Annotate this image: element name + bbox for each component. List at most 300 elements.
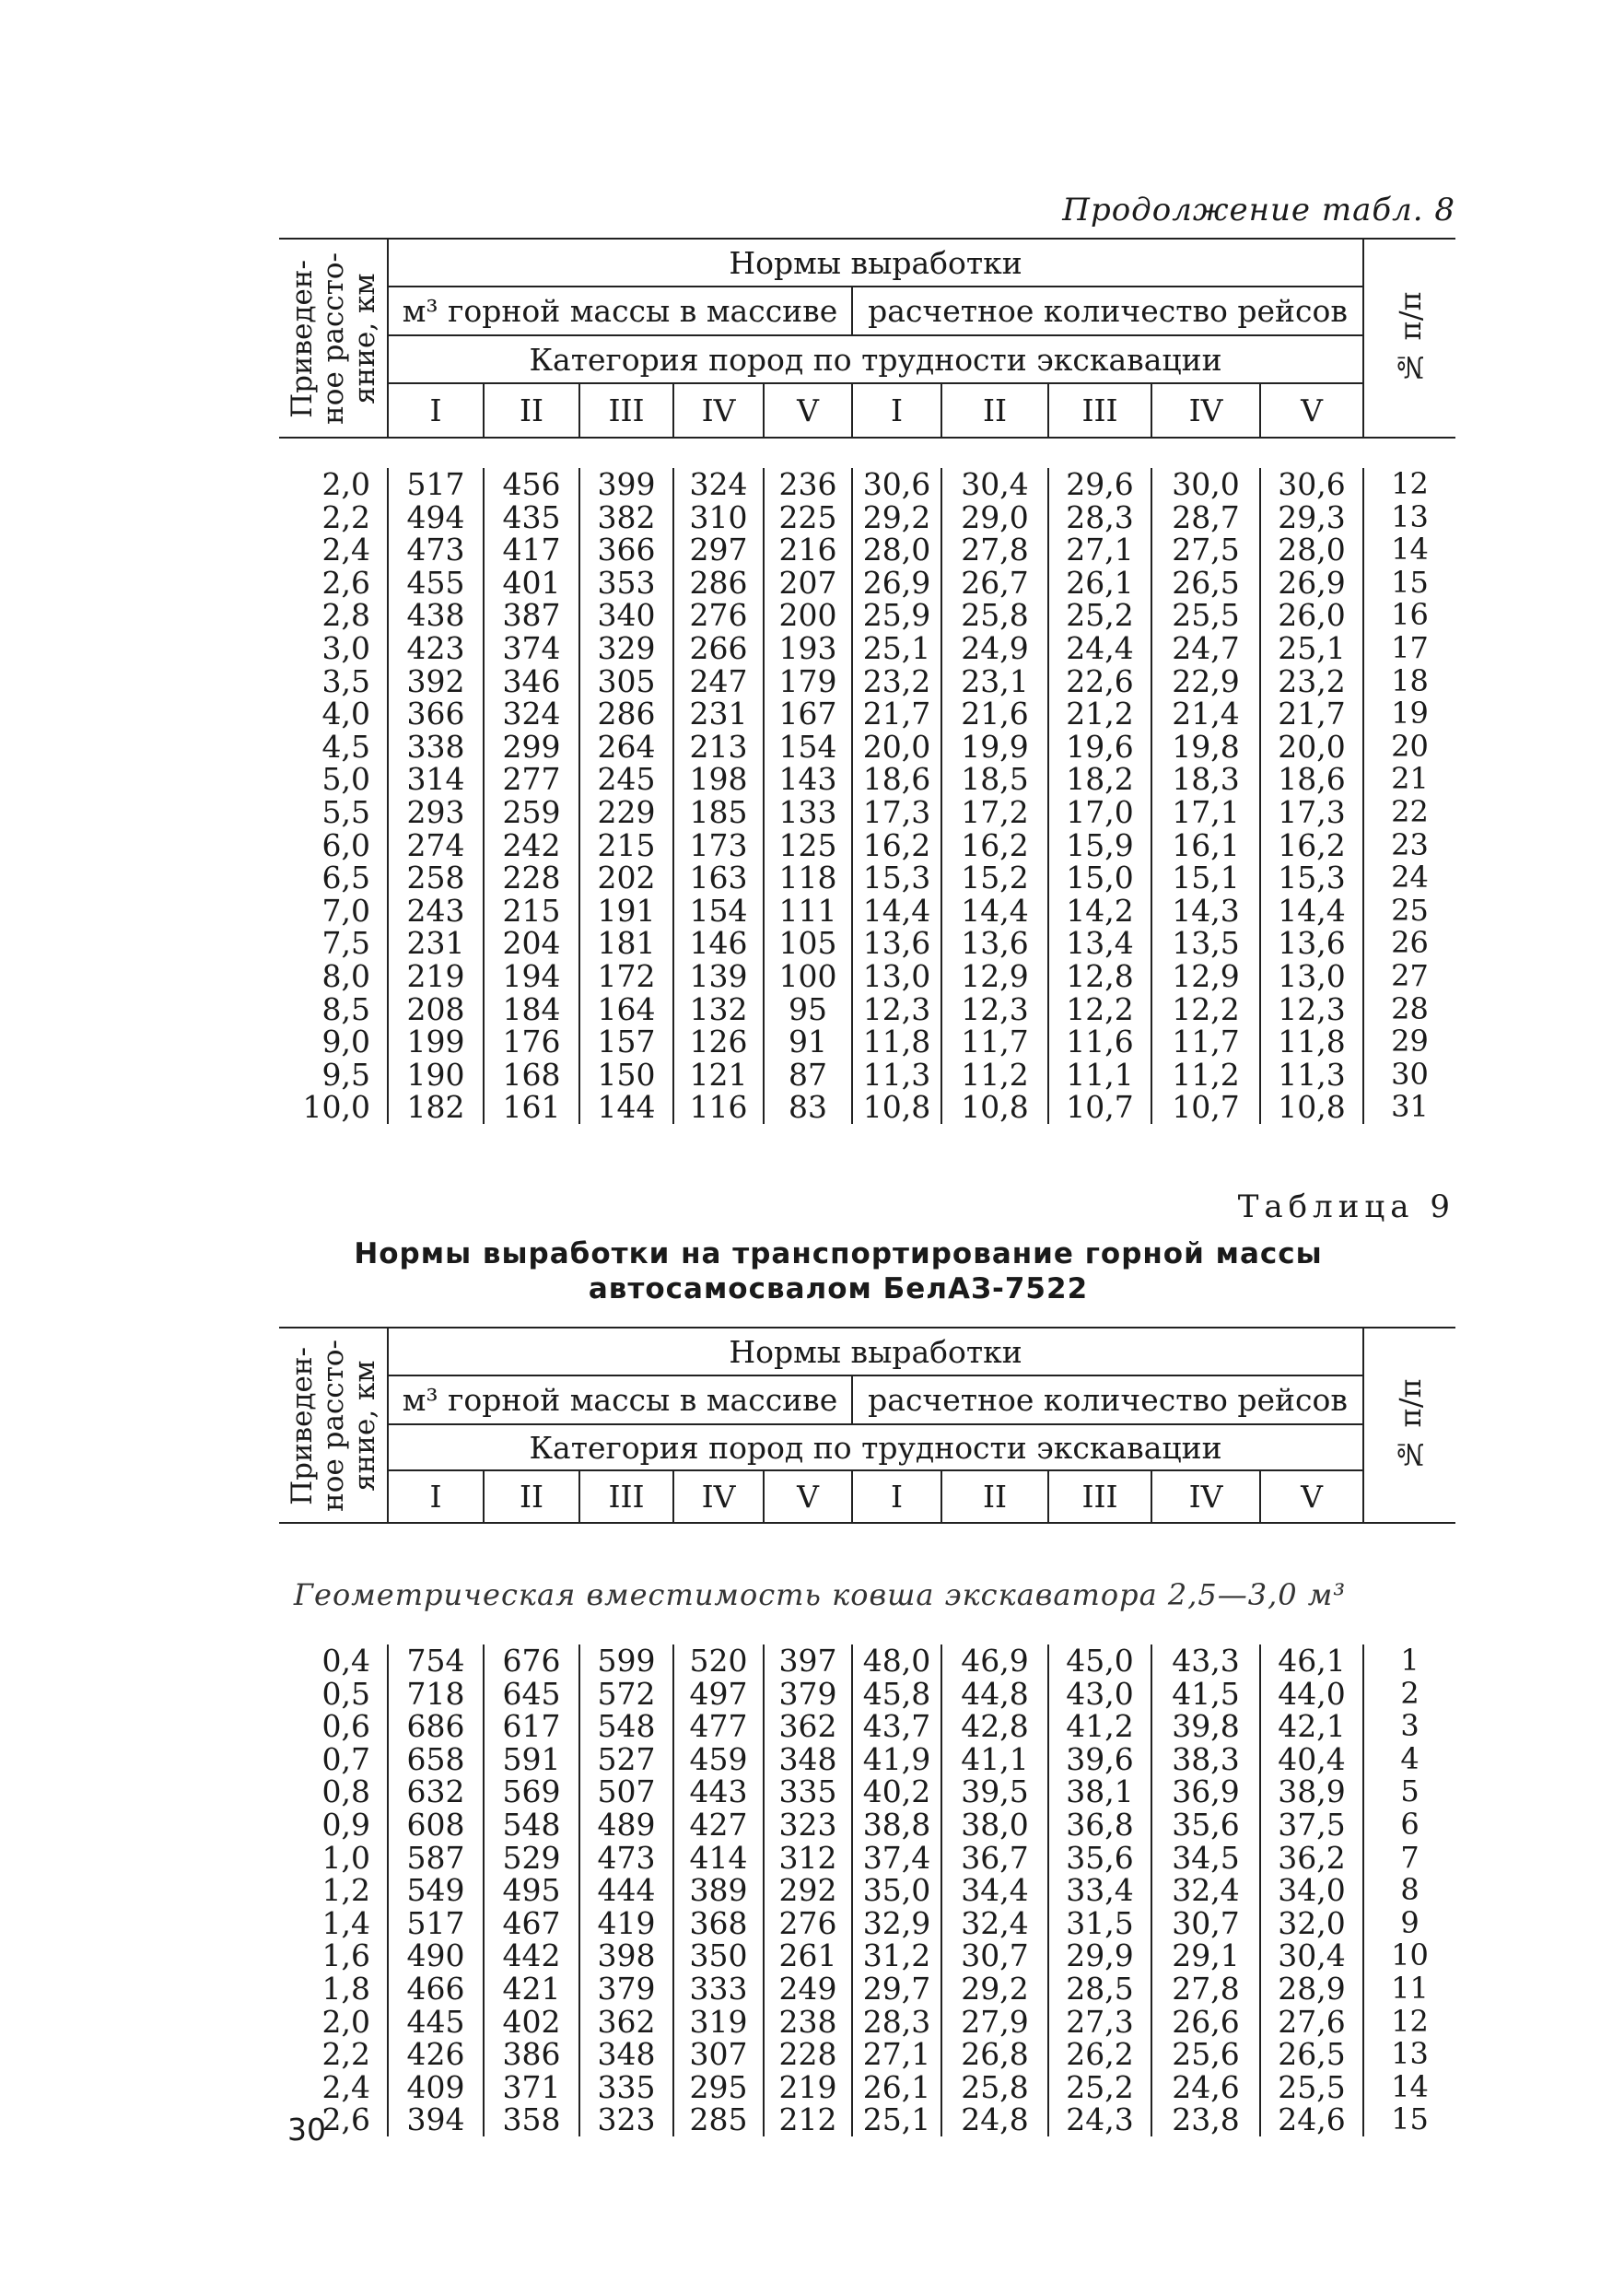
distance-cell: 0,7 [321, 1740, 370, 1777]
value-cell: 371 [484, 2071, 579, 2104]
value-cell: 26,9 [852, 567, 941, 600]
value-cell: 139 [673, 960, 764, 993]
value-cell: 17,3 [1260, 796, 1363, 829]
value-cell: 17,0 [1048, 796, 1151, 829]
value-cell: 27,6 [1260, 2006, 1363, 2039]
value-cell: 182 [388, 1091, 484, 1124]
value-cell: 435 [484, 501, 579, 534]
distance-cell: 2,4 [321, 2068, 370, 2105]
value-cell: 11,8 [852, 1025, 941, 1059]
value-cell: 190 [388, 1059, 484, 1092]
value-cell: 427 [673, 1808, 764, 1842]
distance-cell: 1,0 [321, 1839, 370, 1876]
table-row [279, 895, 1455, 928]
continuation-title: Продолжение табл. 8 [1062, 192, 1455, 228]
table-row [279, 533, 1455, 567]
value-cell: 193 [764, 632, 852, 665]
value-cell: 31,5 [1048, 1907, 1151, 1940]
value-cell: 87 [764, 1059, 852, 1092]
value-cell: 43,0 [1048, 1678, 1151, 1711]
value-cell: 30,7 [941, 1939, 1048, 1972]
table-row [279, 567, 1455, 600]
value-cell: 25,2 [1048, 599, 1151, 632]
table-row [279, 1842, 1455, 1875]
value-cell: 572 [579, 1678, 673, 1711]
value-cell: 17,2 [941, 796, 1048, 829]
value-cell: 490 [388, 1939, 484, 1972]
table-row [279, 1644, 1455, 1678]
value-cell: 12,3 [852, 993, 941, 1026]
table-row [279, 1743, 1455, 1776]
table-row [279, 2071, 1455, 2104]
value-cell: 286 [579, 697, 673, 731]
value-cell: 548 [484, 1808, 579, 1842]
value-cell: 419 [579, 1907, 673, 1940]
value-cell: 333 [673, 1972, 764, 2006]
value-cell: 517 [388, 1907, 484, 1940]
distance-cell: 7,5 [321, 925, 370, 962]
value-cell: 658 [388, 1743, 484, 1776]
value-cell: 18,2 [1048, 763, 1151, 796]
value-cell: 25,8 [941, 599, 1048, 632]
value-cell: 91 [764, 1025, 852, 1059]
category-header: I [388, 383, 484, 438]
value-cell: 28,3 [852, 2006, 941, 2039]
value-cell: 28,9 [1260, 1972, 1363, 2006]
value-cell: 25,9 [852, 599, 941, 632]
row-number-cell: 21 [1363, 763, 1455, 796]
value-cell: 35,6 [1048, 1842, 1151, 1875]
value-cell: 15,3 [852, 861, 941, 895]
row-number-cell: 12 [1363, 2006, 1455, 2039]
value-cell: 286 [673, 567, 764, 600]
category-header: III [579, 383, 673, 438]
value-cell: 21,2 [1048, 697, 1151, 731]
row-number-cell: 31 [1363, 1091, 1455, 1124]
value-cell: 37,4 [852, 1842, 941, 1875]
value-cell: 477 [673, 1710, 764, 1743]
value-cell: 591 [484, 1743, 579, 1776]
distance-cell: 4,0 [321, 696, 370, 732]
distance-cell: 2,2 [321, 2036, 370, 2073]
value-cell: 16,2 [852, 829, 941, 862]
value-cell: 125 [764, 829, 852, 862]
value-cell: 305 [579, 665, 673, 698]
row-number-cell: 26 [1363, 927, 1455, 960]
value-cell: 17,1 [1151, 796, 1260, 829]
value-cell: 25,1 [1260, 632, 1363, 665]
distance-cell: 4,5 [321, 728, 370, 765]
value-cell: 172 [579, 960, 673, 993]
value-cell: 39,6 [1048, 1743, 1151, 1776]
value-cell: 11,3 [1260, 1059, 1363, 1092]
value-cell: 111 [764, 895, 852, 928]
value-cell: 495 [484, 1874, 579, 1907]
value-cell: 754 [388, 1644, 484, 1678]
row-number-cell: 13 [1363, 501, 1455, 534]
value-cell: 312 [764, 1842, 852, 1875]
value-cell: 43,3 [1151, 1644, 1260, 1678]
value-cell: 181 [579, 927, 673, 960]
value-cell: 13,6 [1260, 927, 1363, 960]
value-cell: 264 [579, 731, 673, 764]
value-cell: 25,1 [852, 2103, 941, 2136]
row-number-cell: 25 [1363, 895, 1455, 928]
table-row [279, 763, 1455, 796]
category-header: V [1260, 383, 1363, 438]
value-cell: 34,4 [941, 1874, 1048, 1907]
value-cell: 340 [579, 599, 673, 632]
value-cell: 17,3 [852, 796, 941, 829]
table-row [279, 599, 1455, 632]
value-cell: 12,2 [1151, 993, 1260, 1026]
table9-title-line: автосамосвалом БелАЗ-7522 [588, 1272, 1089, 1305]
value-cell: 12,3 [1260, 993, 1363, 1026]
value-cell: 24,7 [1151, 632, 1260, 665]
table-row [279, 1059, 1455, 1092]
distance-cell: 0,6 [321, 1708, 370, 1745]
mass-group-header: м³ горной массы в массиве [388, 1375, 852, 1423]
value-cell: 34,0 [1260, 1874, 1363, 1907]
value-cell: 30,4 [941, 468, 1048, 501]
table-row [279, 697, 1455, 731]
value-cell: 27,5 [1151, 533, 1260, 567]
value-cell: 398 [579, 1939, 673, 1972]
value-cell: 548 [579, 1710, 673, 1743]
value-cell: 30,6 [1260, 468, 1363, 501]
value-cell: 299 [484, 731, 579, 764]
distance-cell: 9,5 [321, 1056, 370, 1093]
value-cell: 24,3 [1048, 2103, 1151, 2136]
value-cell: 26,9 [1260, 567, 1363, 600]
value-cell: 587 [388, 1842, 484, 1875]
value-cell: 207 [764, 567, 852, 600]
value-cell: 293 [388, 796, 484, 829]
value-cell: 324 [484, 697, 579, 731]
value-cell: 295 [673, 2071, 764, 2104]
value-cell: 38,1 [1048, 1775, 1151, 1808]
row-number-cell: 3 [1363, 1710, 1455, 1743]
value-cell: 277 [484, 763, 579, 796]
table-row [279, 1025, 1455, 1059]
value-cell: 24,9 [941, 632, 1048, 665]
value-cell: 38,0 [941, 1808, 1048, 1842]
value-cell: 569 [484, 1775, 579, 1808]
value-cell: 443 [673, 1775, 764, 1808]
table-row [279, 731, 1455, 764]
table9-body [279, 1644, 1455, 2136]
value-cell: 473 [388, 533, 484, 567]
value-cell: 25,1 [852, 632, 941, 665]
value-cell: 455 [388, 567, 484, 600]
value-cell: 11,2 [941, 1059, 1048, 1092]
value-cell: 14,3 [1151, 895, 1260, 928]
value-cell: 32,0 [1260, 1907, 1363, 1940]
value-cell: 28,7 [1151, 501, 1260, 534]
table-row [279, 501, 1455, 534]
value-cell: 26,8 [941, 2038, 1048, 2071]
value-cell: 200 [764, 599, 852, 632]
value-cell: 259 [484, 796, 579, 829]
value-cell: 14,4 [1260, 895, 1363, 928]
table-row [279, 1775, 1455, 1808]
value-cell: 26,2 [1048, 2038, 1151, 2071]
distance-cell: 2,0 [321, 466, 370, 502]
value-cell: 26,1 [852, 2071, 941, 2104]
value-cell: 116 [673, 1091, 764, 1124]
table-row [279, 1710, 1455, 1743]
row-number-cell: 18 [1363, 665, 1455, 698]
value-cell: 25,2 [1048, 2071, 1151, 2104]
value-cell: 11,3 [852, 1059, 941, 1092]
value-cell: 46,1 [1260, 1644, 1363, 1678]
table8-header [279, 238, 1455, 439]
value-cell: 36,8 [1048, 1808, 1151, 1842]
row-number-cell: 15 [1363, 567, 1455, 600]
value-cell: 46,9 [941, 1644, 1048, 1678]
value-cell: 438 [388, 599, 484, 632]
value-cell: 32,9 [852, 1907, 941, 1940]
distance-cell: 2,4 [321, 532, 370, 568]
value-cell: 292 [764, 1874, 852, 1907]
table8-body [279, 468, 1455, 1124]
value-cell: 15,2 [941, 861, 1048, 895]
value-cell: 10,7 [1048, 1091, 1151, 1124]
value-cell: 382 [579, 501, 673, 534]
row-number-cell: 2 [1363, 1678, 1455, 1711]
value-cell: 14,2 [1048, 895, 1151, 928]
value-cell: 473 [579, 1842, 673, 1875]
value-cell: 353 [579, 567, 673, 600]
distance-cell: 2,8 [321, 597, 370, 634]
value-cell: 29,7 [852, 1972, 941, 2006]
value-cell: 133 [764, 796, 852, 829]
value-cell: 164 [579, 993, 673, 1026]
value-cell: 29,1 [1151, 1939, 1260, 1972]
value-cell: 489 [579, 1808, 673, 1842]
value-cell: 324 [673, 468, 764, 501]
value-cell: 12,9 [941, 960, 1048, 993]
value-cell: 10,7 [1151, 1091, 1260, 1124]
value-cell: 362 [764, 1710, 852, 1743]
value-cell: 42,1 [1260, 1710, 1363, 1743]
table-row [279, 1972, 1455, 2006]
value-cell: 18,5 [941, 763, 1048, 796]
value-cell: 442 [484, 1939, 579, 1972]
value-cell: 11,8 [1260, 1025, 1363, 1059]
value-cell: 228 [764, 2038, 852, 2071]
value-cell: 11,1 [1048, 1059, 1151, 1092]
value-cell: 30,6 [852, 468, 941, 501]
value-cell: 216 [764, 533, 852, 567]
value-cell: 507 [579, 1775, 673, 1808]
norms-header: Нормы выработки [388, 1328, 1363, 1375]
value-cell: 105 [764, 927, 852, 960]
value-cell: 16,2 [941, 829, 1048, 862]
value-cell: 389 [673, 1874, 764, 1907]
value-cell: 387 [484, 599, 579, 632]
row-number-cell: 10 [1363, 1939, 1455, 1972]
value-cell: 36,9 [1151, 1775, 1260, 1808]
value-cell: 219 [764, 2071, 852, 2104]
table-row [279, 2103, 1455, 2136]
value-cell: 29,2 [852, 501, 941, 534]
distance-cell: 6,5 [321, 860, 370, 896]
value-cell: 20,0 [1260, 731, 1363, 764]
value-cell: 32,4 [1151, 1874, 1260, 1907]
value-cell: 173 [673, 829, 764, 862]
distance-cell: 0,9 [321, 1806, 370, 1843]
value-cell: 48,0 [852, 1644, 941, 1678]
norms-header: Нормы выработки [388, 239, 1363, 287]
value-cell: 421 [484, 1972, 579, 2006]
value-cell: 366 [388, 697, 484, 731]
category-header: V [764, 1470, 852, 1523]
value-cell: 14,4 [941, 895, 1048, 928]
value-cell: 40,2 [852, 1775, 941, 1808]
value-cell: 41,9 [852, 1743, 941, 1776]
table-row [279, 468, 1455, 501]
number-column-header: № п/п [1363, 1328, 1455, 1523]
row-number-cell: 16 [1363, 599, 1455, 632]
value-cell: 27,9 [941, 2006, 1048, 2039]
value-cell: 335 [764, 1775, 852, 1808]
value-cell: 20,0 [852, 731, 941, 764]
trips-group-header: расчетное количество рейсов [852, 1375, 1363, 1423]
value-cell: 16,1 [1151, 829, 1260, 862]
value-cell: 25,6 [1151, 2038, 1260, 2071]
value-cell: 243 [388, 895, 484, 928]
value-cell: 310 [673, 501, 764, 534]
value-cell: 23,2 [852, 665, 941, 698]
value-cell: 26,6 [1151, 2006, 1260, 2039]
value-cell: 249 [764, 1972, 852, 2006]
distance-cell: 5,5 [321, 793, 370, 830]
value-cell: 517 [388, 468, 484, 501]
value-cell: 386 [484, 2038, 579, 2071]
bucket-capacity-subheading: Геометрическая вместимость ковша экскаватора 2,5—3,0 м³ [293, 1577, 1347, 1612]
value-cell: 236 [764, 468, 852, 501]
row-number-cell: 14 [1363, 2071, 1455, 2104]
value-cell: 19,9 [941, 731, 1048, 764]
value-cell: 44,8 [941, 1678, 1048, 1711]
value-cell: 276 [764, 1907, 852, 1940]
value-cell: 202 [579, 861, 673, 895]
value-cell: 444 [579, 1874, 673, 1907]
distance-cell: 0,5 [321, 1675, 370, 1712]
value-cell: 520 [673, 1644, 764, 1678]
value-cell: 18,3 [1151, 763, 1260, 796]
table-row [279, 1808, 1455, 1842]
distance-cell: 1,8 [321, 1970, 370, 2007]
table-row [279, 861, 1455, 895]
value-cell: 402 [484, 2006, 579, 2039]
value-cell: 27,1 [852, 2038, 941, 2071]
value-cell: 167 [764, 697, 852, 731]
value-cell: 11,2 [1151, 1059, 1260, 1092]
value-cell: 645 [484, 1678, 579, 1711]
value-cell: 358 [484, 2103, 579, 2136]
value-cell: 238 [764, 2006, 852, 2039]
value-cell: 44,0 [1260, 1678, 1363, 1711]
table-row [279, 960, 1455, 993]
value-cell: 45,8 [852, 1678, 941, 1711]
table-row [279, 632, 1455, 665]
row-number-cell: 19 [1363, 697, 1455, 731]
category-header: IV [1151, 383, 1260, 438]
value-cell: 29,9 [1048, 1939, 1151, 1972]
value-cell: 19,6 [1048, 731, 1151, 764]
value-cell: 13,0 [852, 960, 941, 993]
value-cell: 28,0 [852, 533, 941, 567]
distance-cell: 5,0 [321, 761, 370, 798]
value-cell: 30,4 [1260, 1939, 1363, 1972]
value-cell: 24,6 [1151, 2071, 1260, 2104]
distance-cell: 10,0 [302, 1089, 370, 1126]
page-number: 30 [287, 2112, 326, 2148]
value-cell: 21,4 [1151, 697, 1260, 731]
distance-column-header: Приведен- ное рассто- яние, км [279, 1328, 388, 1523]
value-cell: 157 [579, 1025, 673, 1059]
value-cell: 346 [484, 665, 579, 698]
value-cell: 314 [388, 763, 484, 796]
category-header: IV [673, 383, 764, 438]
value-cell: 25,5 [1151, 599, 1260, 632]
value-cell: 39,8 [1151, 1710, 1260, 1743]
value-cell: 83 [764, 1091, 852, 1124]
value-cell: 150 [579, 1059, 673, 1092]
value-cell: 45,0 [1048, 1644, 1151, 1678]
table-row [279, 1874, 1455, 1907]
value-cell: 194 [484, 960, 579, 993]
value-cell: 527 [579, 1743, 673, 1776]
rock-category-header: Категория пород по трудности экскавации [388, 335, 1363, 383]
row-number-cell: 8 [1363, 1874, 1455, 1907]
value-cell: 185 [673, 796, 764, 829]
value-cell: 15,0 [1048, 861, 1151, 895]
value-cell: 323 [579, 2103, 673, 2136]
row-number-cell: 30 [1363, 1059, 1455, 1092]
value-cell: 26,5 [1260, 2038, 1363, 2071]
row-number-cell: 5 [1363, 1775, 1455, 1808]
table-row [279, 2038, 1455, 2071]
value-cell: 41,2 [1048, 1710, 1151, 1743]
value-cell: 161 [484, 1091, 579, 1124]
row-number-cell: 17 [1363, 632, 1455, 665]
value-cell: 146 [673, 927, 764, 960]
value-cell: 21,6 [941, 697, 1048, 731]
value-cell: 307 [673, 2038, 764, 2071]
row-number-cell: 4 [1363, 1743, 1455, 1776]
value-cell: 23,1 [941, 665, 1048, 698]
value-cell: 198 [673, 763, 764, 796]
value-cell: 632 [388, 1775, 484, 1808]
value-cell: 27,3 [1048, 2006, 1151, 2039]
category-header: I [852, 1470, 941, 1523]
distance-cell: 6,0 [321, 826, 370, 863]
value-cell: 95 [764, 993, 852, 1026]
value-cell: 394 [388, 2103, 484, 2136]
value-cell: 26,5 [1151, 567, 1260, 600]
value-cell: 25,5 [1260, 2071, 1363, 2104]
value-cell: 39,5 [941, 1775, 1048, 1808]
value-cell: 276 [673, 599, 764, 632]
distance-cell: 2,2 [321, 498, 370, 535]
table9-title [295, 1236, 1382, 1306]
value-cell: 247 [673, 665, 764, 698]
value-cell: 28,0 [1260, 533, 1363, 567]
value-cell: 18,6 [1260, 763, 1363, 796]
